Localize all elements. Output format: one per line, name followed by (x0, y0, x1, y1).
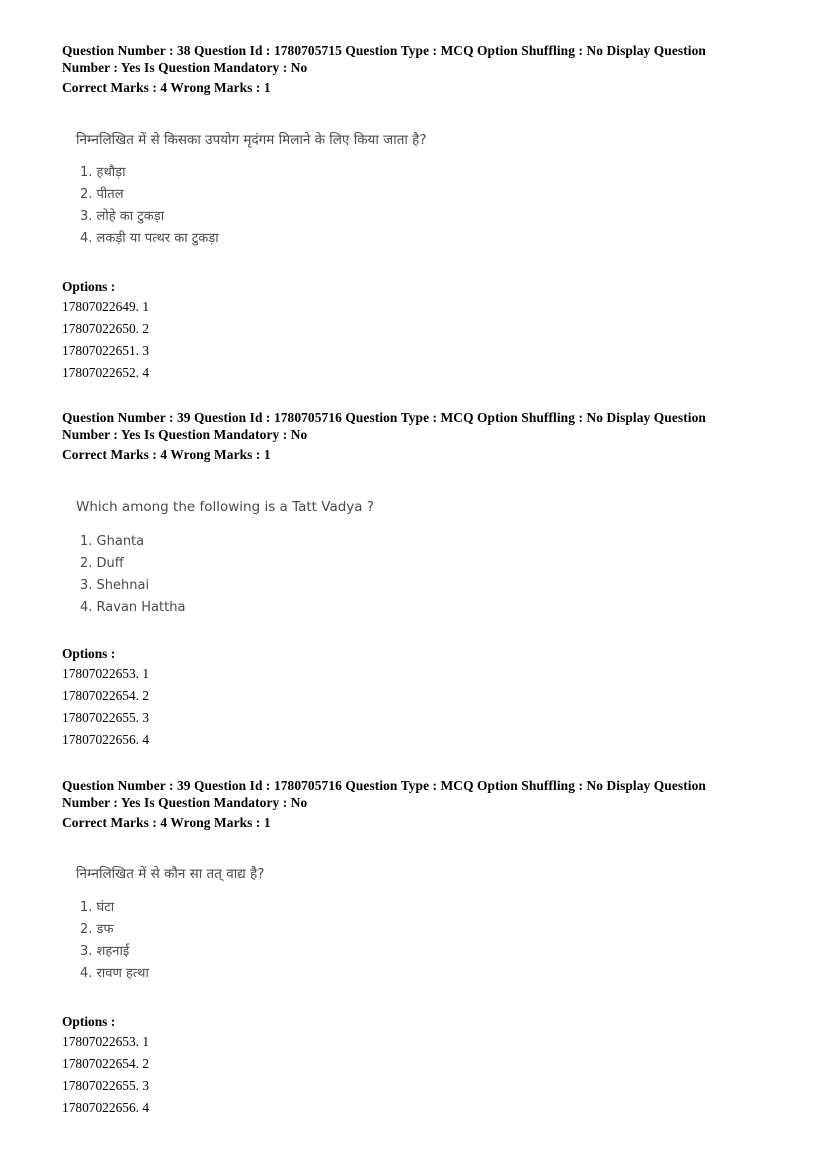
question-stem: निम्नलिखित में से किसका उपयोग मृदंगम मिलाने के लिए किया जाता है? (76, 132, 427, 148)
question-meta-line2: Number : Yes Is Question Mandatory : No (62, 426, 308, 442)
choice-item: 4. रावण हत्था (80, 966, 149, 981)
choice-item: 3. Shehnai (80, 578, 150, 593)
option-row: 17807022650. 2 (62, 321, 150, 336)
question-stem: Which among the following is a Tatt Vadya ? (76, 499, 375, 515)
question-meta-line1: Question Number : 39 Question Id : 1780705716 Question Type : MCQ Option Shuffling : No Display Question (62, 410, 706, 425)
choice-item: 1. घंटा (80, 900, 115, 915)
question-image-2 (76, 498, 374, 619)
question-meta-line2: Number : Yes Is Question Mandatory : No (62, 59, 308, 75)
options-label: Options : (62, 1014, 116, 1029)
question-marks: Correct Marks : 4 Wrong Marks : 1 (62, 447, 271, 462)
question-marks: Correct Marks : 4 Wrong Marks : 1 (62, 80, 271, 95)
question-marks: Correct Marks : 4 Wrong Marks : 1 (62, 815, 271, 830)
option-row: 17807022649. 1 (62, 299, 150, 314)
options-label: Options : (62, 279, 116, 294)
option-row: 17807022656. 4 (62, 1100, 150, 1115)
question-meta (62, 778, 762, 832)
question-header-3 (62, 778, 762, 832)
option-row: 17807022655. 3 (62, 1078, 150, 1093)
choice-item: 3. लोहे का टुकड़ा (80, 209, 165, 224)
choice-item: 3. शहनाई (80, 944, 130, 959)
question-meta-line2: Number : Yes Is Question Mandatory : No (62, 794, 308, 810)
choice-item: 1. Ghanta (80, 534, 145, 549)
choice-item: 4. Ravan Hattha (80, 600, 186, 615)
question-choices (76, 162, 427, 250)
choice-item: 2. Duff (80, 556, 124, 571)
option-row: 17807022654. 2 (62, 1056, 150, 1071)
question-image-1 (76, 131, 427, 250)
choice-item: 2. पीतल (80, 187, 124, 202)
option-row: 17807022655. 3 (62, 710, 150, 725)
options-label: Options : (62, 646, 116, 661)
choice-item: 1. हथौड़ा (80, 165, 126, 180)
question-stem: निम्नलिखित में से कौन सा तत् वाद्य है? (76, 866, 265, 882)
question-meta-line1: Question Number : 39 Question Id : 1780705716 Question Type : MCQ Option Shuffling : No Display Question (62, 778, 706, 793)
question-image-3 (76, 865, 264, 985)
choice-item: 4. लकड़ी या पत्थर का टुकड़ा (80, 231, 219, 246)
question-meta (62, 43, 762, 97)
question-meta-line1: Question Number : 38 Question Id : 1780705715 Question Type : MCQ Option Shuffling : No Display Question (62, 43, 706, 58)
option-row: 17807022654. 2 (62, 688, 150, 703)
question-choices (76, 531, 374, 619)
question-header-2 (62, 410, 762, 464)
option-row: 17807022651. 3 (62, 343, 150, 358)
option-row: 17807022653. 1 (62, 666, 150, 681)
choice-item: 2. डफ (80, 922, 114, 937)
option-row: 17807022652. 4 (62, 365, 150, 380)
question-meta (62, 410, 762, 464)
option-row: 17807022656. 4 (62, 732, 150, 747)
question-choices (76, 897, 264, 985)
question-header-1 (62, 43, 762, 97)
option-row: 17807022653. 1 (62, 1034, 150, 1049)
